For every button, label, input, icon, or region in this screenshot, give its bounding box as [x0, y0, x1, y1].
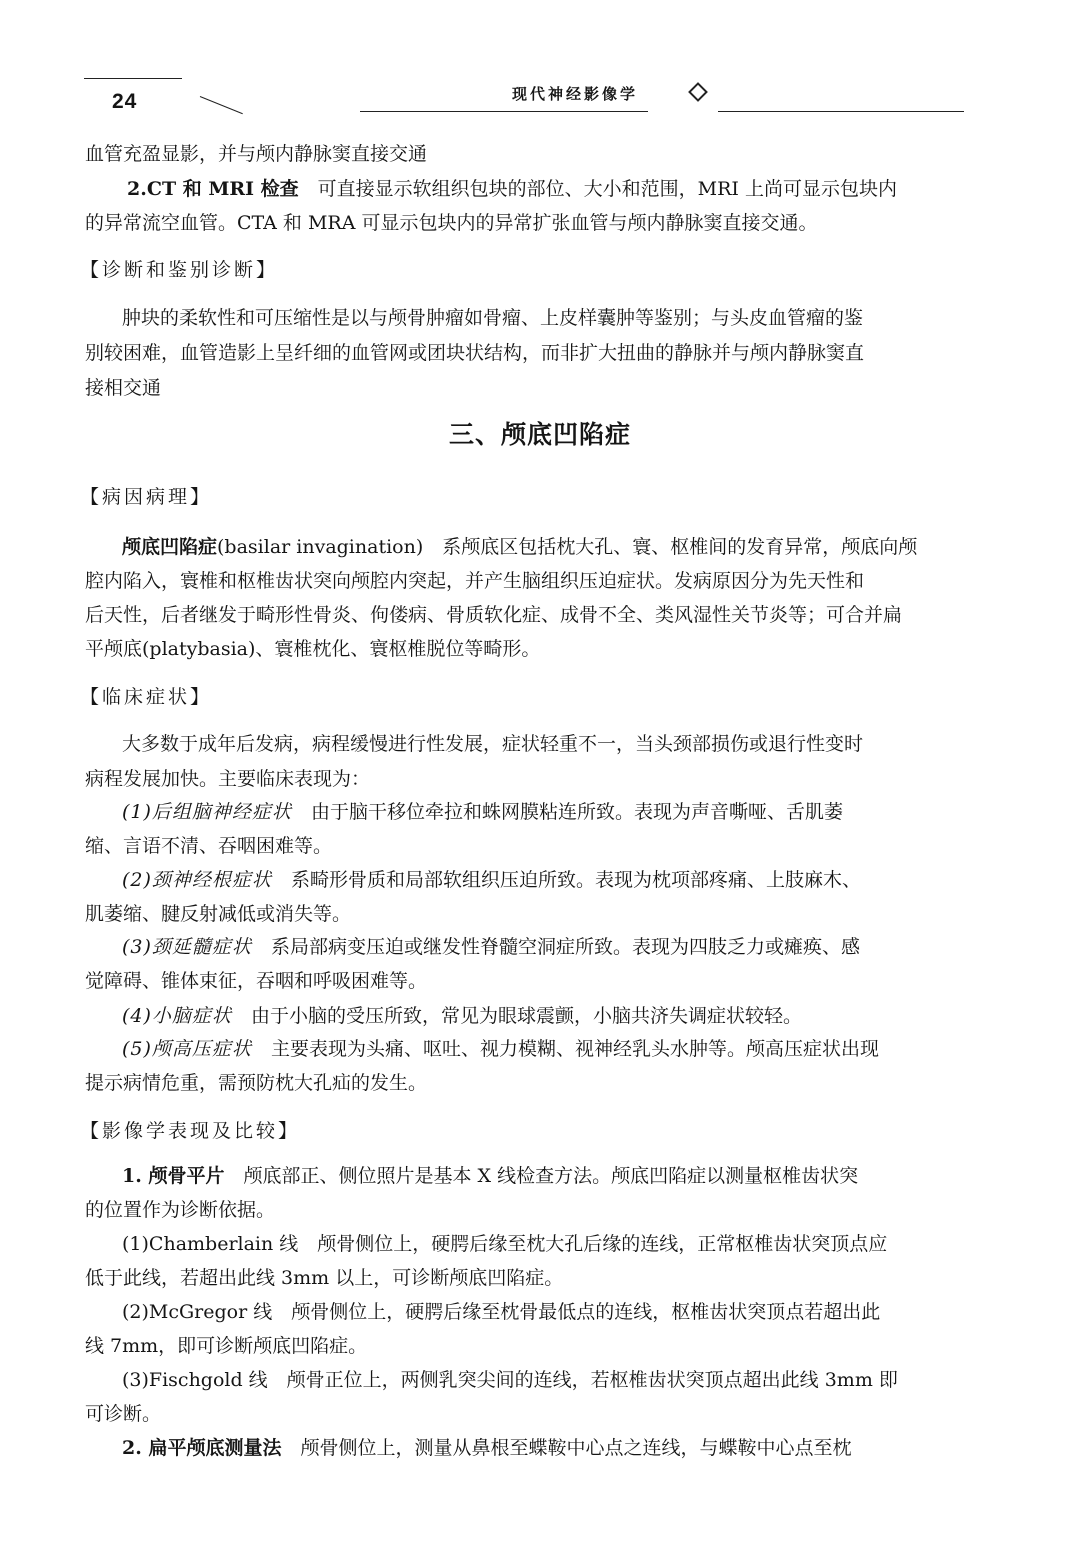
text-span: 系畸形骨质和局部软组织压迫所致。表现为枕项部疼痛、上肢麻木、: [290, 869, 861, 891]
header-rule-slant: [200, 96, 243, 114]
text-line: [122, 866, 975, 894]
text-line: 别较困难，血管造影上呈纤细的血管网或团块状结构，而非扩大扭曲的静脉并与颅内静脉窦直: [85, 342, 865, 364]
section-label: 【临床症状】: [80, 686, 213, 708]
text-line: 的位置作为诊断依据。: [85, 1199, 276, 1221]
page-number: 24: [112, 90, 138, 113]
text-span: 主要表现为头痛、呕吐、视力模糊、视神经乳头水肿等。颅高压症状出现: [270, 1038, 879, 1060]
section-label: 【诊断和鉴别诊断】: [80, 259, 279, 281]
section-title: 三、颅底凹陷症: [448, 420, 631, 449]
text-line: (3)Fischgold 线 颅骨正位上，两侧乳突尖间的连线，若枢椎齿状突顶点超出此线 3mm 即: [122, 1369, 898, 1391]
text-line: 提示病情危重，需预防枕大孔疝的发生。: [85, 1072, 428, 1094]
text-line: [122, 533, 975, 561]
text-line: 肿块的柔软性和可压缩性是以与颅骨肿瘤如骨瘤、上皮样囊肿等鉴别；与头皮血管瘤的鉴: [122, 307, 864, 329]
text-line: 腔内陷入，寰椎和枢椎齿状突向颅腔内突起，并产生脑组织压迫症状。发病原因分为先天性和: [85, 570, 865, 592]
text-line: (2)McGregor 线 颅骨侧位上，硬腭后缘至枕骨最低点的连线，枢椎齿状突顶点若超出此: [122, 1301, 881, 1323]
subsection-heading: 2. 扁平颅底测量法: [122, 1437, 282, 1459]
text-line: 线 7mm，即可诊断颅底凹陷症。: [85, 1335, 368, 1357]
section-label: 【影像学表现及比较】: [80, 1120, 301, 1142]
text-span: 颅底部正、侧位照片是基本 X 线检查方法。颅底凹陷症以测量枢椎齿状突: [243, 1165, 859, 1187]
diamond-icon: [688, 82, 708, 102]
text-line: [122, 1162, 975, 1190]
item-heading: (3)颈延髓症状: [122, 936, 252, 958]
text-span: 颅骨侧位上，测量从鼻根至蝶鞍中心点之连线，与蝶鞍中心点至枕: [300, 1437, 852, 1459]
subsection-heading: 2.CT 和 MRI 检查: [127, 178, 299, 200]
text-line: [127, 175, 975, 203]
text-line: 可诊断。: [85, 1403, 162, 1425]
text-line: 接相交通: [85, 377, 162, 399]
running-title: 现代神经影像学: [512, 85, 639, 103]
text-line: 肌萎缩、腱反射减低或消失等。: [85, 903, 352, 925]
text-span: 由于脑干移位牵拉和蛛网膜粘连所致。表现为声音嘶哑、舌肌萎: [310, 801, 843, 823]
text-line: 后天性，后者继发于畸形性骨炎、佝偻病、骨质软化症、成骨不全、类风湿性关节炎等；可合并扁: [85, 604, 903, 626]
subsection-heading: 1. 颅骨平片: [122, 1165, 225, 1187]
text-span: (basilar invagination) 系颅底区包括枕大孔、寰、枢椎间的发育异常，颅底向颅: [217, 536, 918, 558]
text-span: 系局部病变压迫或继发性脊髓空洞症所致。表现为四肢乏力或瘫痪、感: [270, 936, 860, 958]
item-heading: (4)小脑症状: [122, 1005, 232, 1027]
header-rule-right: [718, 111, 964, 112]
item-heading: (2)颈神经根症状: [122, 869, 272, 891]
text-span: 由于小脑的受压所致，常见为眼球震颤，小脑共济失调症状较轻。: [250, 1005, 802, 1027]
text-line: [122, 1002, 975, 1030]
text-line: [122, 798, 975, 826]
header-rule-mid: [360, 111, 648, 112]
text-line: 的异常流空血管。CTA 和 MRA 可显示包块内的异常扩张血管与颅内静脉窦直接交通。: [85, 212, 818, 234]
item-heading: (1)后组脑神经症状: [122, 801, 292, 823]
text-line: [122, 1434, 975, 1462]
text-line: 血管充盈显影，并与颅内静脉窦直接交通: [85, 143, 428, 165]
text-line: 平颅底(platybasia)、寰椎枕化、寰枢椎脱位等畸形。: [85, 638, 541, 660]
text-line: 病程发展加快。主要临床表现为：: [85, 768, 371, 790]
text-line: 低于此线，若超出此线 3mm 以上，可诊断颅底凹陷症。: [85, 1267, 564, 1289]
section-label: 【病因病理】: [80, 486, 213, 508]
term: 颅底凹陷症: [122, 536, 218, 558]
text-line: 觉障碍、锥体束征，吞咽和呼吸困难等。: [85, 970, 428, 992]
text-line: 缩、言语不清、吞咽困难等。: [85, 835, 333, 857]
text-line: (1)Chamberlain 线 颅骨侧位上，硬腭后缘至枕大孔后缘的连线，正常枢椎齿状突顶点应: [122, 1233, 888, 1255]
text-line: [122, 933, 975, 961]
item-heading: (5)颅高压症状: [122, 1038, 252, 1060]
header-rule-left: [84, 78, 182, 79]
text-span: 可直接显示软组织包块的部位、大小和范围，MRI 上尚可显示包块内: [317, 178, 897, 200]
text-line: 大多数于成年后发病，病程缓慢进行性发展，症状轻重不一，当头颈部损伤或退行性变时: [122, 733, 864, 755]
text-line: [122, 1035, 975, 1063]
